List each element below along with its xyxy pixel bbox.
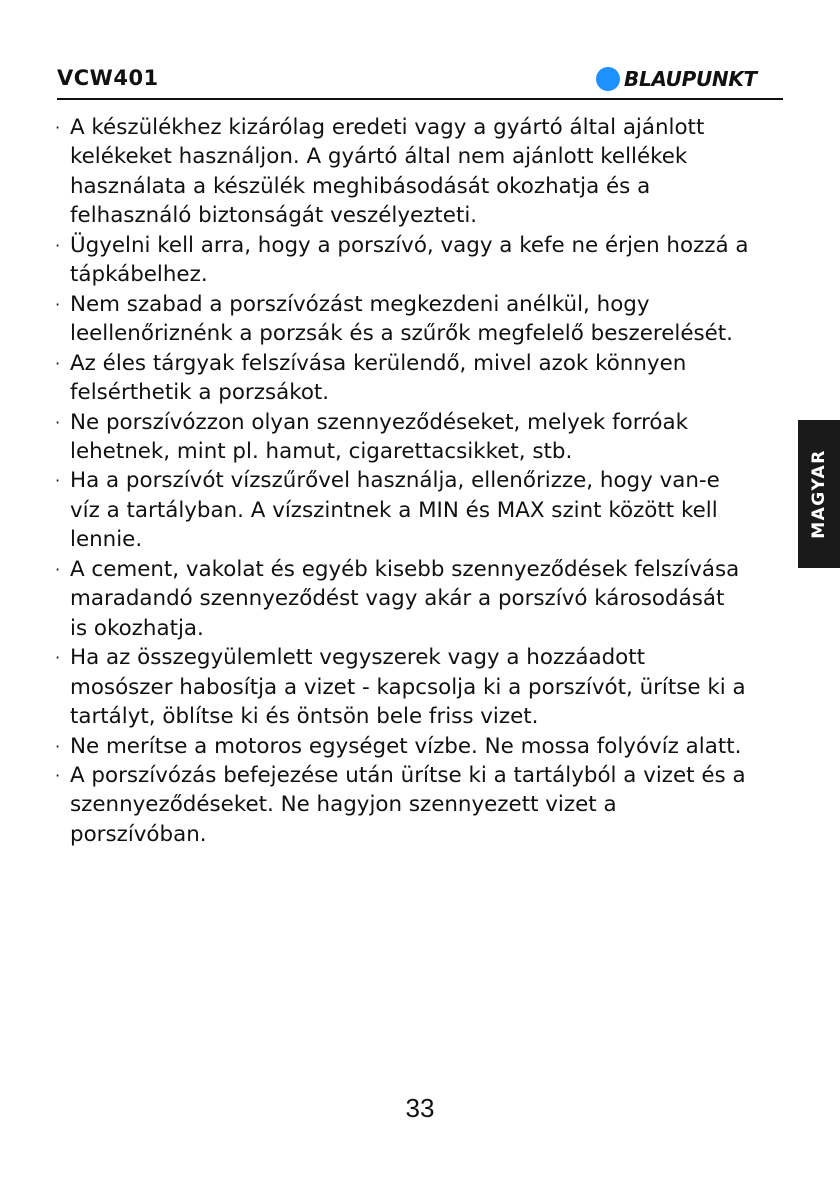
list-item-line: porszívóban. xyxy=(70,821,207,847)
list-item-line: mosószer habosítja a vizet - kapcsolja ki a porszívót, ürítse ki a xyxy=(70,674,746,700)
list-item xyxy=(55,732,790,761)
model-name: VCW401 xyxy=(57,66,159,90)
list-item-line: maradandó szennyeződést vagy akár a porszívó károsodását xyxy=(70,586,725,612)
brand-dot-icon xyxy=(596,67,620,91)
list-item-line: A porszívózás befejezése után ürítse ki a tartályból a vizet és a xyxy=(70,762,746,788)
list-item xyxy=(55,555,790,643)
list-item-line: A készülékhez kizárólag eredeti vagy a gyártó által ajánlott xyxy=(70,115,705,140)
bullet-dot-icon: · xyxy=(55,353,61,373)
list-item-line: felsérthetik a porzsákot. xyxy=(70,380,330,406)
list-item-line: Ha az összegyülemlett vegyszerek vagy a hozzáadott xyxy=(70,645,646,671)
list-item-line: Ne porszívózzon olyan szennyeződéseket, melyek forróak xyxy=(70,409,689,435)
list-item xyxy=(55,466,790,554)
bullet-dot-icon: · xyxy=(55,648,61,668)
bullet-dot-icon: · xyxy=(55,559,61,579)
header-divider xyxy=(57,98,783,100)
list-item-line: Az éles tárgyak felszívása kerülendő, mivel azok könnyen xyxy=(70,350,687,376)
bullet-dot-icon: · xyxy=(55,235,61,255)
list-item-line: Ügyelni kell arra, hogy a porszívó, vagy a kefe ne érjen hozzá a xyxy=(70,232,749,258)
list-item-line: víz a tartályban. A vízszintnek a MIN és MAX szint között kell xyxy=(70,497,718,523)
list-item-line: Nem szabad a porszívózást megkezdeni anélkül, hogy xyxy=(70,291,650,317)
bullet-dot-icon: · xyxy=(55,471,61,491)
list-item xyxy=(55,408,790,467)
bullet-dot-icon: · xyxy=(55,118,61,137)
language-tab-label: MAGYAR xyxy=(809,449,829,539)
list-item-line: felhasználó biztonságát veszélyezteti. xyxy=(70,203,478,229)
list-item-line: Ha a porszívót vízszűrővel használja, ellenőrizze, hogy van-e xyxy=(70,468,720,494)
list-item xyxy=(55,290,790,349)
list-item-line: lennie. xyxy=(70,527,143,553)
brand-name: BLAUPUNKT xyxy=(624,67,757,91)
list-item-line: tápkábelhez. xyxy=(70,262,208,288)
list-item-line: szennyeződéseket. Ne hagyjon szennyezett vizet a xyxy=(70,792,617,818)
bullet-dot-icon: · xyxy=(55,294,61,314)
brand-logo xyxy=(596,64,757,94)
list-item xyxy=(55,349,790,408)
bullet-dot-icon: · xyxy=(55,412,61,432)
list-item-line: leellenőriznénk a porzsák és a szűrők megfelelő beszerelését. xyxy=(70,321,733,347)
list-item xyxy=(55,113,790,231)
bullet-dot-icon: · xyxy=(55,765,61,785)
bullet-dot-icon: · xyxy=(55,736,61,756)
list-item-line: használata a készülék meghibásodását okozhatja és a xyxy=(70,173,651,199)
page-number: 33 xyxy=(405,1093,435,1123)
list-item-line: tartályt, öblítse ki és öntsön bele friss vizet. xyxy=(70,704,539,730)
list-item-line: A cement, vakolat és egyéb kisebb szennyeződések felszívása xyxy=(70,556,740,582)
list-item-line: is okozhatja. xyxy=(70,615,204,641)
list-item xyxy=(55,761,790,849)
list-item-line: lehetnek, mint pl. hamut, cigarettacsikket, stb. xyxy=(70,438,573,464)
list-item-line: Ne merítse a motoros egységet vízbe. Ne mossa folyóvíz alatt. xyxy=(70,733,742,759)
list-item xyxy=(55,643,790,731)
safety-instructions-list xyxy=(55,113,790,849)
language-tab xyxy=(798,420,840,568)
list-item-line: kelékeket használjon. A gyártó által nem ajánlott kellékek xyxy=(70,144,688,170)
list-item xyxy=(55,231,790,290)
